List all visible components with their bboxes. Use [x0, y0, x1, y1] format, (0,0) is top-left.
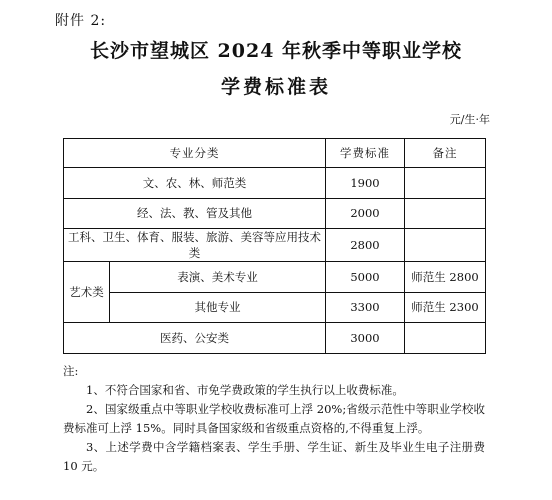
- attachment-label: 附件 2:: [55, 13, 107, 29]
- header-note: 备注: [405, 139, 486, 168]
- table-row: [64, 262, 486, 293]
- document-subtitle: 学费标准表: [220, 76, 331, 98]
- note-item: 2、国家级重点中等职业学校收费标准可上浮 20%;省级示范性中等职业学校收费标准可上浮 15%。同时具备国家级和省级重点资格的,不得重复上浮。: [63, 402, 485, 435]
- row-fee: 2800: [326, 229, 405, 262]
- row-category: 表演、美术专业: [110, 262, 326, 293]
- table-header-row: [64, 139, 486, 168]
- row-category: 文、农、林、师范类: [64, 168, 326, 199]
- note-item: 3、上述学费中含学籍档案表、学生手册、学生证、新生及毕业生电子注册费 10 元。: [63, 440, 485, 473]
- row-fee: 5000: [326, 262, 405, 293]
- row-fee: 2000: [326, 198, 405, 229]
- header-category: 专业分类: [64, 139, 326, 168]
- art-group-label: 艺术类: [64, 262, 110, 323]
- table-row: [64, 292, 486, 323]
- header-fee: 学费标准: [326, 139, 405, 168]
- row-note: 师范生 2300: [405, 292, 486, 323]
- row-note: [405, 229, 486, 262]
- table-row: [64, 198, 486, 229]
- notes-heading: 注:: [63, 364, 79, 378]
- notes-section: [63, 362, 485, 476]
- table-row: [64, 229, 486, 262]
- row-fee: 3000: [326, 323, 405, 354]
- table-row: [64, 168, 486, 199]
- row-note: [405, 323, 486, 354]
- row-category: 医药、公安类: [64, 323, 326, 354]
- row-category: 其他专业: [110, 292, 326, 323]
- table-row: [64, 323, 486, 354]
- row-fee: 1900: [326, 168, 405, 199]
- row-note: [405, 168, 486, 199]
- note-item: 1、不符合国家和省、市免学费政策的学生执行以上收费标准。: [86, 383, 404, 397]
- row-note: 师范生 2800: [405, 262, 486, 293]
- document-title: 长沙市望城区 2024 年秋季中等职业学校: [89, 40, 463, 62]
- row-fee: 3300: [326, 292, 405, 323]
- row-category: 工科、卫生、体育、服装、旅游、美容等应用技术类: [64, 229, 326, 262]
- row-note: [405, 198, 486, 229]
- unit-label: 元/生·年: [449, 113, 490, 126]
- fee-table: [63, 138, 486, 354]
- row-category: 经、法、教、管及其他: [64, 198, 326, 229]
